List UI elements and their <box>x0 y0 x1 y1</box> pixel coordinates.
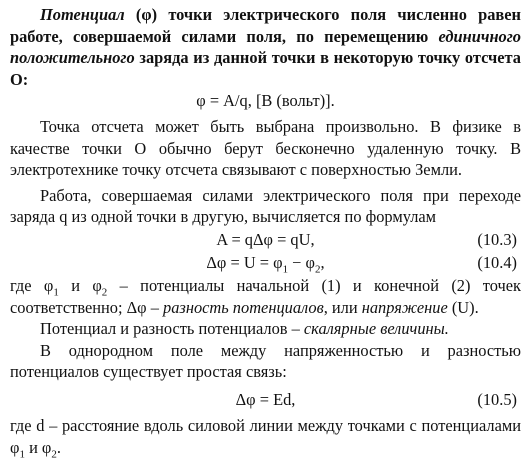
scalar-paragraph: Потенциал и разность потенциалов – скалярные величины. <box>40 319 449 339</box>
work-paragraph: Работа, совершаемая силами электрического поля при переходе заряда q из одной точки в другую, вычисляется по формулам <box>10 185 521 227</box>
term-voltage: напряжение <box>361 297 448 317</box>
equation-10-4 <box>10 252 521 274</box>
equation-10-3 <box>10 229 521 251</box>
term-unit-positive: единичного положительного <box>10 26 521 68</box>
equation-10-4-formula: $\Delta\varphi = U = \varphi_1 - \varphi_2$, <box>206 252 325 276</box>
potential-definition <box>10 4 521 90</box>
equation-10-3-number: (10.3) <box>477 229 517 249</box>
equation-10-5-formula: Δφ = Ed, <box>235 389 296 409</box>
definition-text-2: заряда из данной точки в некоторую точку отсчета О: <box>10 48 521 89</box>
definition-text-1: точки электрического поля численно равен работе, совершаемой силами поля, по перемещению <box>10 5 522 46</box>
term-scalar-quantities: скалярные величины. <box>303 319 449 339</box>
where-potentials-paragraph: где $\varphi_1$ и $\varphi_2$ – потенциалы начальной (1) и конечной (2) точек соответственно; Δφ – разность потенциалов, или напряжение (U). <box>10 275 521 317</box>
term-potential: Потенциал <box>40 5 125 24</box>
equation-10-5 <box>10 389 521 411</box>
equation-10-4-number: (10.4) <box>477 252 517 272</box>
reference-point-paragraph: Точка отсчета может быть выбрана произвольно. В физике в качестве точки О обычно берут бесконечно удаленную точку. В электротехнике точку отсчета связывают с поверхностью Земли. <box>10 116 521 180</box>
potential-formula: φ = A/q, [В (вольт)]. <box>196 91 335 111</box>
term-potential-difference: разность потенциалов <box>163 297 324 317</box>
equation-10-5-number: (10.5) <box>477 389 517 409</box>
distance-paragraph: где d – расстояние вдоль силовой линии между точками с потенциалами $\varphi_1$ и $\varphi_2$. <box>10 415 521 460</box>
uniform-field-paragraph: В однородном поле между напряженностью и разностью потенциалов существует простая связь: <box>10 340 521 382</box>
equation-10-3-formula: A = qΔφ = qU, <box>216 229 315 249</box>
phi-symbol: (φ) <box>124 5 169 24</box>
